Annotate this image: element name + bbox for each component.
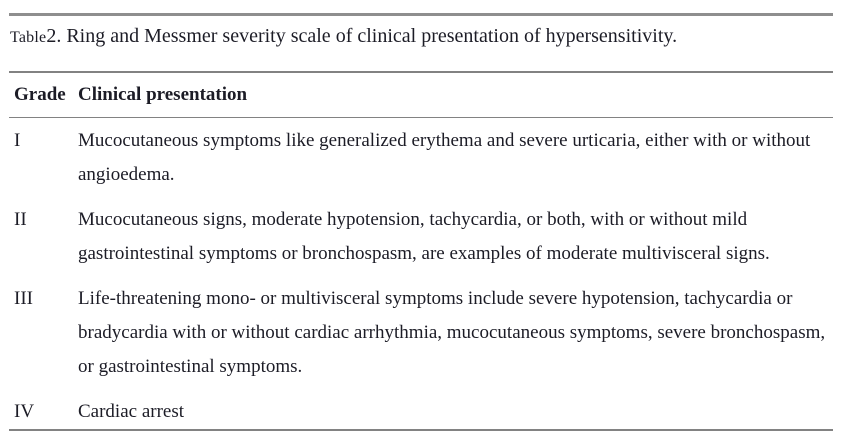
table-header-row: [9, 83, 833, 107]
table-caption-label: Table: [10, 29, 47, 46]
table-bottom-rule: [9, 429, 833, 431]
table-body: [9, 118, 833, 429]
row-grade: III: [14, 288, 33, 309]
table-row: [9, 124, 833, 192]
table-caption-text: 2. Ring and Messmer severity scale of clinical presentation of hypersensitivity.: [46, 25, 678, 47]
table-row: [9, 282, 833, 384]
row-presentation: Mucocutaneous signs, moderate hypotension, tachycardia, or both, with or without mild gastrointestinal symptoms or bronchospasm, are examples of moderate multivisceral signs.: [78, 209, 770, 264]
column-header-grade: Grade: [14, 83, 66, 105]
row-grade: I: [14, 130, 21, 151]
table-header-top-rule: [9, 71, 833, 73]
row-presentation: Cardiac arrest: [78, 401, 185, 422]
table-top-heavy-rule: [9, 13, 833, 16]
table-row: [9, 203, 833, 271]
row-grade: IV: [14, 401, 35, 422]
table-row: [9, 395, 833, 429]
row-presentation: Mucocutaneous symptoms like generalized erythema and severe urticaria, either with or without angioedema.: [78, 130, 811, 185]
row-grade: II: [14, 209, 27, 230]
row-presentation: Life-threatening mono- or multivisceral symptoms include severe hypotension, tachycardia or bradycardia with or without cardiac arrhythmia, mucocutaneous symptoms, severe bronchospasm, or gastrointestinal symptoms.: [78, 288, 826, 377]
column-header-clinical-presentation: Clinical presentation: [78, 83, 248, 105]
table-caption: [9, 22, 833, 52]
